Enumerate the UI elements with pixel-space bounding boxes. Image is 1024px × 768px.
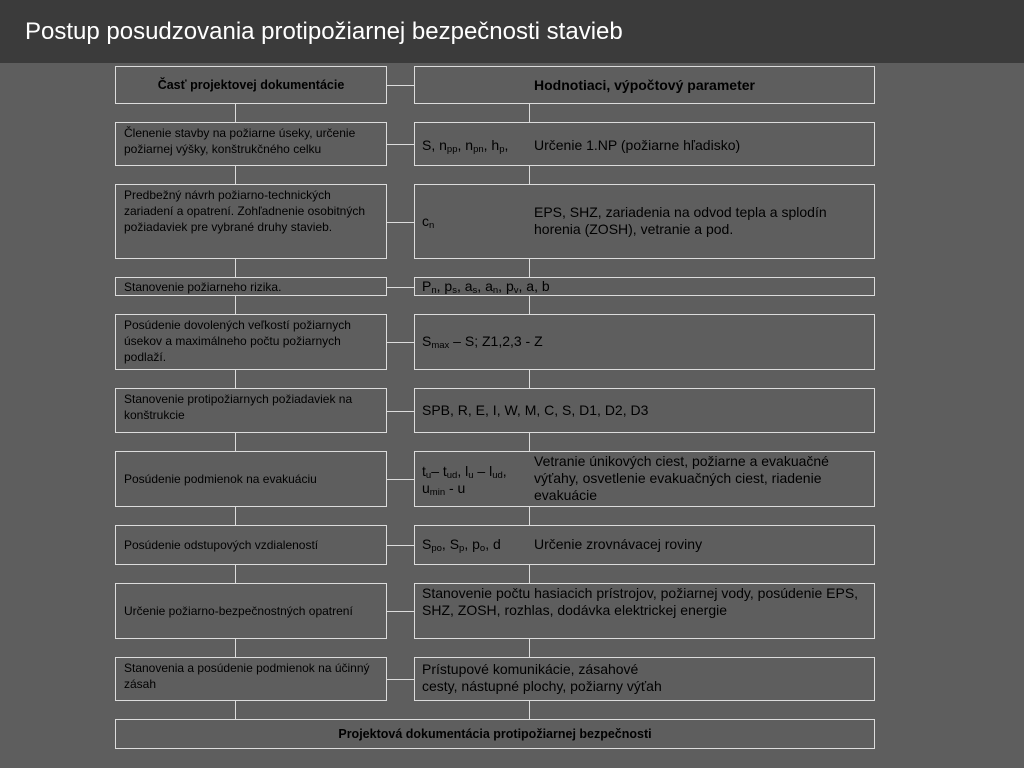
parameter-symbols: Prístupové komunikácie, zásahové cesty, nástupné plochy, požiarny výťah bbox=[422, 661, 662, 694]
slide-title: Postup posudzovania protipožiarnej bezpečnosti stavieb bbox=[0, 0, 1024, 63]
left-vertical-connector bbox=[235, 507, 236, 525]
step-label: Predbežný návrh požiarno-technických zariadení a opatrení. Zohľadnenie osobitných požiadaviek pre vybrané druhy stavieb. bbox=[124, 188, 365, 234]
left-vertical-connector bbox=[235, 701, 236, 719]
right-vertical-connector bbox=[529, 166, 530, 184]
parameter-description: Určenie zrovnávacej roviny bbox=[534, 536, 703, 552]
step-label: Členenie stavby na požiarne úseky, určenie požiarnej výšky, konštrukčného celku bbox=[124, 126, 356, 156]
horizontal-connector bbox=[387, 342, 414, 343]
parameter-symbols: $P_n$, $p_s$, $a_s$, $a_n$, $p_v$, a, b bbox=[422, 278, 550, 296]
parameter-symbols: Stanovenie počtu hasiacich prístrojov, požiarnej vody, posúdenie EPS, SHZ, ZOSH, rozhlas, dodávka elektrickej energie bbox=[422, 585, 859, 618]
left-vertical-connector bbox=[235, 639, 236, 657]
right-vertical-connector bbox=[529, 296, 530, 314]
horizontal-connector bbox=[387, 611, 414, 612]
right-vertical-connector bbox=[529, 433, 530, 451]
step-label: Stanovenia a posúdenie podmienok na účinný zásah bbox=[124, 661, 370, 691]
parameter-symbols: $c_n$ bbox=[422, 213, 435, 231]
left-vertical-connector bbox=[235, 565, 236, 583]
step-box bbox=[115, 277, 387, 296]
header-left-box bbox=[115, 66, 387, 104]
parameter-symbols: S, $n_{pp}$, $n_{pn}$, $h_p$, bbox=[422, 137, 509, 155]
header-right-box bbox=[414, 66, 875, 104]
parameter-symbols: $S_{po}$, $S_p$, $p_o$, d bbox=[422, 536, 501, 554]
parameter-symbols: $S_{max}$ – S; Z1,2,3 - Z bbox=[422, 333, 543, 351]
horizontal-connector bbox=[387, 411, 414, 412]
left-vertical-connector bbox=[235, 259, 236, 277]
horizontal-connector bbox=[387, 85, 414, 86]
step-box bbox=[115, 583, 387, 639]
step-box bbox=[115, 314, 387, 370]
header-left-label: Časť projektovej dokumentácie bbox=[157, 78, 345, 92]
step-label: Posúdenie odstupových vzdialeností bbox=[124, 538, 319, 552]
right-vertical-connector bbox=[529, 639, 530, 657]
step-box bbox=[115, 122, 387, 166]
parameter-box bbox=[414, 314, 875, 370]
step-box bbox=[115, 525, 387, 565]
parameter-box bbox=[414, 184, 875, 259]
right-vertical-connector bbox=[529, 701, 530, 719]
step-box bbox=[115, 184, 387, 259]
horizontal-connector bbox=[387, 287, 414, 288]
parameter-box bbox=[414, 657, 875, 701]
step-label: Posúdenie dovolených veľkostí požiarnych úsekov a maximálneho počtu požiarnych podlaží. bbox=[124, 318, 351, 364]
parameter-box bbox=[414, 388, 875, 433]
parameter-description: Vetranie únikových ciest, požiarne a evakuačné výťahy, osvetlenie evakuačných ciest, riadenie evakuácie bbox=[534, 453, 829, 503]
parameter-symbols: SPB, R, E, I, W, M, C, S, D1, D2, D3 bbox=[422, 402, 649, 418]
horizontal-connector bbox=[387, 144, 414, 145]
parameter-box bbox=[414, 451, 875, 507]
left-vertical-connector bbox=[235, 104, 236, 122]
step-box bbox=[115, 451, 387, 507]
parameter-box bbox=[414, 122, 875, 166]
step-label: Určenie požiarno-bezpečnostných opatrení bbox=[124, 604, 353, 618]
left-vertical-connector bbox=[235, 166, 236, 184]
step-box bbox=[115, 657, 387, 701]
header-right-label: Hodnotiaci, výpočtový parameter bbox=[534, 77, 755, 93]
step-box bbox=[115, 388, 387, 433]
parameter-description: EPS, SHZ, zariadenia na odvod tepla a splodín horenia (ZOSH), vetranie a pod. bbox=[534, 204, 827, 237]
right-vertical-connector bbox=[529, 507, 530, 525]
step-label: Stanovenie požiarneho rizika. bbox=[124, 279, 282, 294]
right-vertical-connector bbox=[529, 104, 530, 122]
final-documentation-box bbox=[115, 719, 875, 749]
right-vertical-connector bbox=[529, 259, 530, 277]
horizontal-connector bbox=[387, 479, 414, 480]
horizontal-connector bbox=[387, 222, 414, 223]
parameter-box bbox=[414, 277, 875, 296]
horizontal-connector bbox=[387, 545, 414, 546]
parameter-box bbox=[414, 525, 875, 565]
left-vertical-connector bbox=[235, 370, 236, 388]
step-label: Stanovenie protipožiarnych požiadaviek na konštrukcie bbox=[124, 392, 353, 422]
parameter-description: Určenie 1.NP (požiarne hľadisko) bbox=[534, 137, 741, 153]
step-label: Posúdenie podmienok na evakuáciu bbox=[124, 472, 317, 486]
right-vertical-connector bbox=[529, 370, 530, 388]
right-vertical-connector bbox=[529, 565, 530, 583]
left-vertical-connector bbox=[235, 433, 236, 451]
left-vertical-connector bbox=[235, 296, 236, 314]
parameter-box bbox=[414, 583, 875, 639]
final-documentation-label: Projektová dokumentácia protipožiarnej bezpečnosti bbox=[338, 727, 652, 741]
horizontal-connector bbox=[387, 679, 414, 680]
parameter-symbols: $t_u-$ $t_{ud}$, $l_u - l_{ud}$, $u_{min}$ - u bbox=[422, 463, 507, 498]
